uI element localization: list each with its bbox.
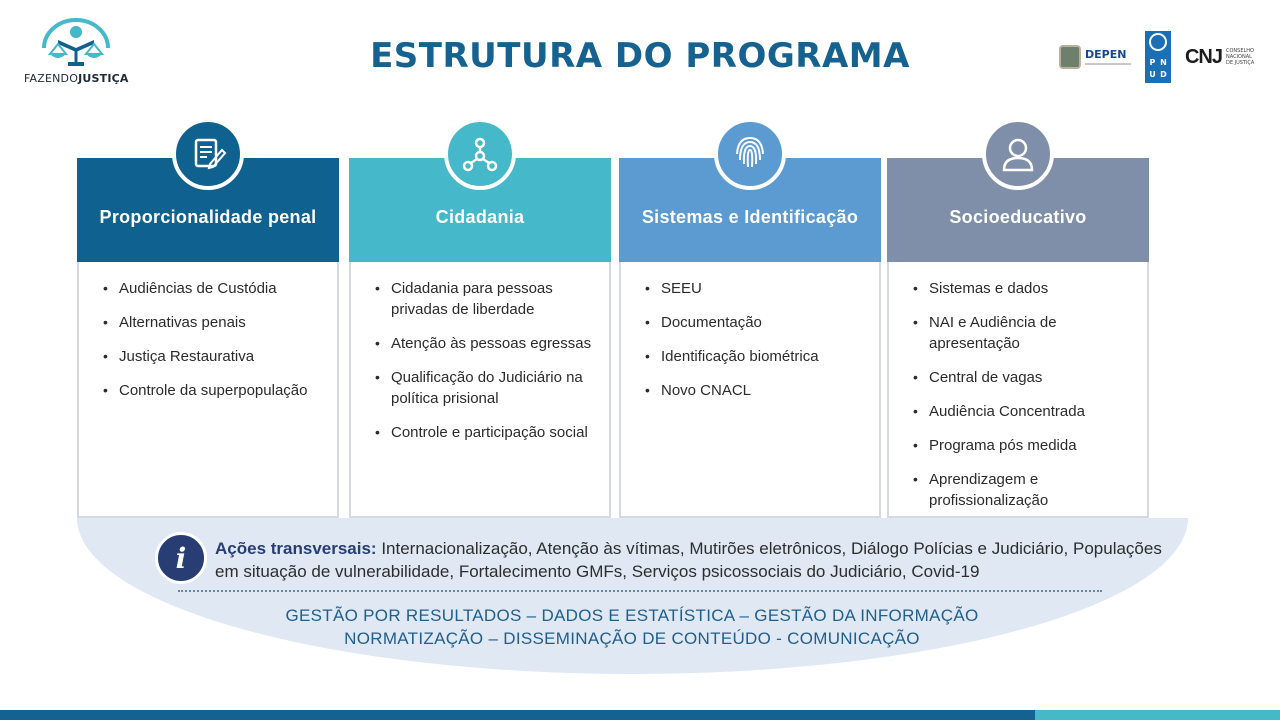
list-item: • Audiência Concentrada bbox=[909, 401, 1137, 422]
list-item: • Alternativas penais bbox=[99, 312, 327, 333]
transversal-label: Ações transversais: bbox=[215, 539, 377, 558]
card-sistemas-identificacao bbox=[619, 158, 881, 518]
footer-bar-accent bbox=[1035, 710, 1280, 720]
list-item: • Sistemas e dados bbox=[909, 278, 1137, 299]
list-item: • Documentação bbox=[641, 312, 869, 333]
card-item-list bbox=[641, 278, 869, 414]
depen-logo: DEPEN bbox=[1059, 45, 1131, 69]
list-item: • NAI e Audiência de apresentação bbox=[909, 312, 1137, 354]
list-item: • Identificação biométrica bbox=[641, 346, 869, 367]
transversal-actions bbox=[215, 537, 1175, 583]
list-item: • Cidadania para pessoas privadas de liberdade bbox=[371, 278, 599, 320]
un-globe-icon bbox=[1149, 33, 1167, 51]
card-header bbox=[619, 158, 881, 262]
management-line-1: GESTÃO POR RESULTADOS – DADOS E ESTATÍSTICA – GESTÃO DA INFORMAÇÃO bbox=[285, 606, 979, 625]
list-item: • Controle da superpopulação bbox=[99, 380, 327, 401]
list-item: • Qualificação do Judiciário na política prisional bbox=[371, 367, 599, 409]
person-icon bbox=[982, 118, 1054, 190]
partner-logos bbox=[1059, 30, 1260, 84]
card-title: Sistemas e Identificação bbox=[641, 206, 859, 227]
card-title: Cidadania bbox=[435, 206, 525, 227]
depen-badge-icon bbox=[1059, 45, 1081, 69]
list-item: • Controle e participação social bbox=[371, 422, 599, 443]
card-item-list bbox=[99, 278, 327, 414]
list-item: • Programa pós medida bbox=[909, 435, 1137, 456]
list-item: • Justiça Restaurativa bbox=[99, 346, 327, 367]
card-header bbox=[77, 158, 339, 262]
list-item: • SEEU bbox=[641, 278, 869, 299]
page-title: ESTRUTURA DO PROGRAMA bbox=[370, 36, 910, 76]
card-proporcionalidade-penal bbox=[77, 158, 339, 518]
list-item: • Central de vagas bbox=[909, 367, 1137, 388]
logo-wordmark: FAZENDOJUSTIÇA bbox=[24, 72, 129, 85]
list-item: • Aprendizagem e profissionalização bbox=[909, 469, 1137, 511]
fingerprint-icon bbox=[714, 118, 786, 190]
transversal-text: Internacionalização, Atenção às vítimas, Mutirões eletrônicos, Diálogo Polícias e Judiciário, Populações em situação de vulnerabilidade, Fortalecimento GMFs, Serviços psicossociais do Judiciário, Covid-19 bbox=[215, 539, 1162, 581]
footer-bar bbox=[0, 710, 1035, 720]
card-header bbox=[887, 158, 1149, 262]
list-item: • Novo CNACL bbox=[641, 380, 869, 401]
management-lines bbox=[0, 604, 1264, 650]
cnj-logo: CNJ CONSELHO NACIONAL DE JUSTIÇA bbox=[1184, 45, 1255, 68]
undp-logo: P N U D bbox=[1145, 31, 1171, 83]
card-socioeducativo bbox=[887, 158, 1149, 518]
info-icon: i bbox=[155, 532, 207, 584]
card-item-list bbox=[371, 278, 599, 456]
card-item-list bbox=[909, 278, 1137, 524]
list-item: • Atenção às pessoas egressas bbox=[371, 333, 599, 354]
document-edit-icon bbox=[172, 118, 244, 190]
list-item: • Audiências de Custódia bbox=[99, 278, 327, 299]
dotted-divider bbox=[178, 590, 1102, 592]
network-nodes-icon bbox=[444, 118, 516, 190]
card-cidadania bbox=[349, 158, 611, 518]
card-header bbox=[349, 158, 611, 262]
management-line-2: NORMATIZAÇÃO – DISSEMINAÇÃO DE CONTEÚDO - COMUNICAÇÃO bbox=[344, 629, 920, 648]
card-title: Socioeducativo bbox=[949, 206, 1087, 227]
card-title: Proporcionalidade penal bbox=[99, 206, 317, 227]
